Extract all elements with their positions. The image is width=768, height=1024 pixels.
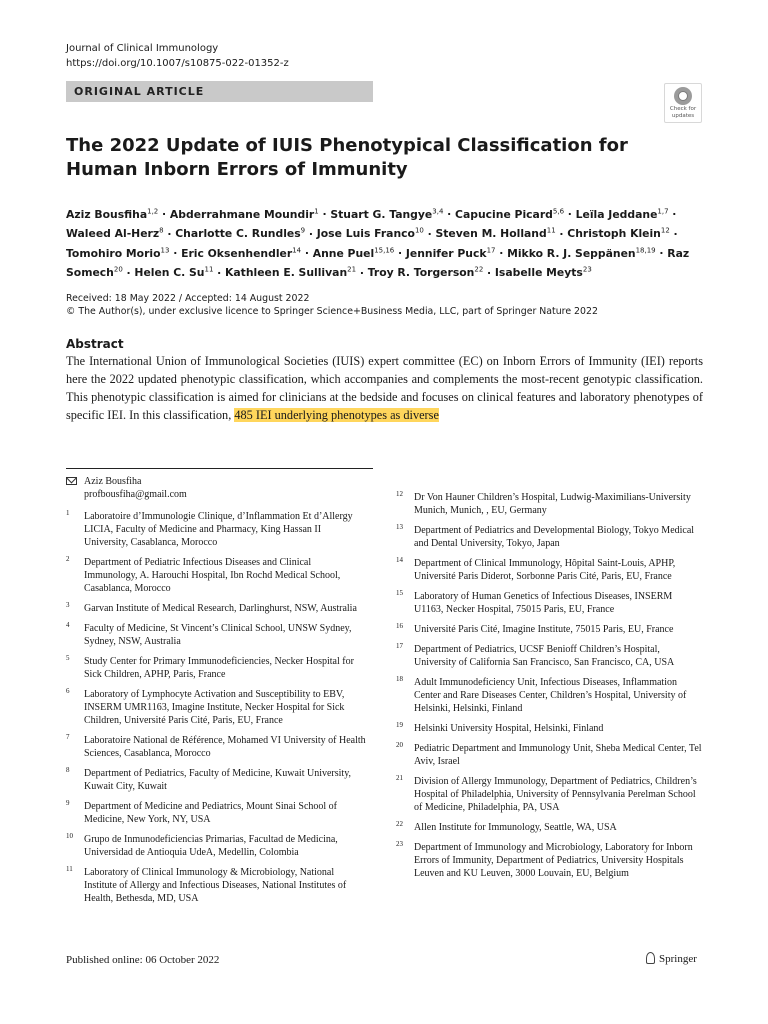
- abstract-heading: Abstract: [66, 337, 124, 351]
- affiliation-text: Garvan Institute of Medical Research, Darlinghurst, NSW, Australia: [84, 603, 357, 614]
- author[interactable]: [66, 247, 169, 260]
- author[interactable]: [225, 266, 356, 279]
- affiliation-item: [396, 524, 702, 550]
- affiliation-text: Adult Immunodeficiency Unit, Infectious Diseases, Inflammation Center and Rare Diseases Center, Children’s Hospital, University of Helsinki, Helsinki, Finland: [414, 677, 687, 714]
- author-separator: ·: [318, 207, 331, 221]
- author-name: Raz Somech: [66, 246, 690, 280]
- publisher-name: Springer: [659, 953, 697, 965]
- crossmark-icon: [674, 87, 692, 105]
- abstract-body: The International Union of Immunological Societies (IUIS) expert committee (EC) on Inborn Errors of Immunity (IEI) reports here the 2022 updated phenotypic classification, which accompanies and complements the most-recent genotypic classification. This phenotypic classification is aimed for clinicians at the bedside and focuses on clinical features and laboratory phenotypes of specific IEI. In this classification,: [66, 354, 703, 422]
- author-separator: ·: [495, 246, 508, 260]
- affiliation-number: 17: [396, 642, 403, 650]
- author-separator: ·: [305, 227, 317, 241]
- affiliation-item: [396, 643, 702, 669]
- check-updates-line-2: updates: [671, 113, 695, 119]
- article-type-banner: ORIGINAL ARTICLE: [66, 81, 373, 102]
- author[interactable]: [330, 208, 443, 221]
- author-affiliation-ref: 1: [314, 207, 319, 215]
- author-separator: ·: [669, 227, 678, 241]
- author[interactable]: [313, 247, 394, 260]
- author-name: Stuart G. Tangye: [330, 207, 433, 221]
- affiliation-number: 9: [66, 799, 70, 807]
- affiliations-right: [396, 491, 702, 887]
- author-affiliation-ref: 15,16: [374, 246, 395, 255]
- author-separator: ·: [564, 207, 576, 221]
- affiliation-text: Study Center for Primary Immunodeficiencies, Necker Hospital for Sick Children, APHP, Paris, France: [84, 656, 354, 680]
- affiliation-item: [66, 734, 366, 760]
- affiliation-text: Department of Immunology and Microbiology, Laboratory for Inborn Errors of Immunity, Department of Pediatrics, University Hospitals Leuven and KU Leuven, 3000 Louvain, EU, Belgium: [414, 842, 693, 879]
- author-affiliation-ref: 11: [546, 226, 556, 235]
- affiliation-item: [66, 767, 366, 793]
- author-affiliation-ref: 9: [300, 226, 306, 235]
- affiliation-text: Department of Pediatric Infectious Diseases and Clinical Immunology, A. Harouchi Hospital, Ibn Rochd Medical School, Casablanca, Morocco: [84, 557, 341, 594]
- author-affiliation-ref: 22: [474, 265, 484, 274]
- affiliation-number: 14: [396, 556, 403, 564]
- affiliation-item: [396, 623, 702, 636]
- affiliation-number: 15: [396, 589, 403, 597]
- affiliation-text: Laboratory of Lymphocyte Activation and Susceptibility to EBV, INSERM UMR1163, Imagine Institute, Necker Hospital for Sick Children, Université Paris Cité, Paris, EU, France: [84, 689, 345, 726]
- affiliation-item: [396, 775, 702, 814]
- affiliation-text: Division of Allergy Immunology, Department of Pediatrics, Children’s Hospital of Philadelphia, University of Pennsylvania Perelman School of Medicine, Philadelphia, PA, USA: [414, 776, 697, 813]
- article-dates: [66, 292, 706, 318]
- affiliation-text: Laboratory of Human Genetics of Infectious Diseases, INSERM U1163, Necker Hospital, 75015 Paris, EU, France: [414, 591, 673, 615]
- affiliation-item: [66, 866, 366, 905]
- affiliation-text: Department of Pediatrics, UCSF Benioff Children’s Hospital, University of California San Francisco, San Francisco, CA, USA: [414, 644, 675, 668]
- affiliation-number: 21: [396, 774, 403, 782]
- journal-name: Journal of Clinical Immunology: [66, 43, 219, 54]
- author-affiliation-ref: 12: [660, 226, 670, 235]
- author[interactable]: [507, 247, 656, 260]
- abstract-text: [66, 352, 703, 424]
- affiliation-item: [66, 622, 366, 648]
- affiliation-number: 7: [66, 733, 70, 741]
- author-affiliation-ref: 21: [347, 265, 357, 274]
- author-affiliation-ref: 10: [414, 226, 424, 235]
- affiliation-text: Faculty of Medicine, St Vincent’s Clinical School, UNSW Sydney, Sydney, NSW, Australia: [84, 623, 352, 647]
- affiliation-number: 22: [396, 820, 403, 828]
- author-name: Aziz Bousfiha: [66, 207, 148, 221]
- abstract-highlight[interactable]: 485 IEI underlying phenotypes as diverse: [234, 408, 439, 422]
- author[interactable]: [436, 227, 556, 240]
- affiliation-text: Department of Medicine and Pediatrics, Mount Sinai School of Medicine, New York, NY, USA: [84, 801, 338, 825]
- author-name: Kathleen E. Sullivan: [225, 266, 348, 280]
- affiliation-item: [66, 688, 366, 727]
- author[interactable]: [567, 227, 670, 240]
- affiliation-number: 23: [396, 840, 403, 848]
- author-affiliation-ref: 3,4: [432, 207, 444, 215]
- author-separator: ·: [301, 246, 313, 260]
- affiliation-text: Grupo de Inmunodeficiencias Primarias, Facultad de Medicina, Universidad de Antioquia UdeA, Medellin, Colombia: [84, 834, 338, 858]
- affiliation-item: [66, 510, 366, 549]
- author-separator: ·: [213, 266, 226, 280]
- affiliation-item: [66, 833, 366, 859]
- affiliation-item: [66, 556, 366, 595]
- author-separator: ·: [443, 207, 456, 221]
- affiliation-item: [396, 841, 702, 880]
- affiliation-text: Dr Von Hauner Children’s Hospital, Ludwig-Maximilians-University Munich, Munich, , EU, Germany: [414, 492, 691, 516]
- author-separator: ·: [169, 246, 182, 260]
- author-separator: ·: [163, 227, 176, 241]
- article-title: The 2022 Update of IUIS Phenotypical Classification for Human Inborn Errors of Immunity: [66, 135, 628, 180]
- affiliation-number: 2: [66, 555, 70, 563]
- author-affiliation-ref: 8: [159, 226, 164, 235]
- author-name: Anne Puel: [312, 246, 375, 260]
- author[interactable]: [66, 208, 158, 221]
- published-date: Published online: 06 October 2022: [66, 954, 220, 966]
- author-list: [66, 203, 706, 281]
- affiliation-item: [396, 722, 702, 735]
- affiliation-number: 18: [396, 675, 403, 683]
- author-name: Troy R. Torgerson: [367, 266, 475, 280]
- author[interactable]: [317, 227, 424, 240]
- check-for-updates-button[interactable]: [664, 83, 702, 123]
- author-name: Waleed Al-Herz: [66, 227, 160, 241]
- affiliation-item: [396, 590, 702, 616]
- author-separator: ·: [555, 227, 568, 241]
- author[interactable]: [134, 266, 213, 279]
- affiliation-text: Department of Pediatrics and Developmental Biology, Tokyo Medical and Dental University, Tokyo, Japan: [414, 525, 695, 549]
- received-accepted: Received: 18 May 2022 / Accepted: 14 August 2022: [66, 293, 310, 304]
- author-name: Helen C. Su: [134, 266, 205, 280]
- envelope-icon: [66, 477, 77, 485]
- affiliation-number: 6: [66, 687, 70, 695]
- affiliation-number: 11: [66, 865, 73, 873]
- affiliation-text: Université Paris Cité, Imagine Institute, 75015 Paris, EU, France: [414, 624, 674, 635]
- author-name: Capucine Picard: [455, 207, 553, 221]
- author-affiliation-ref: 5,6: [552, 207, 565, 215]
- affiliation-number: 3: [66, 601, 70, 609]
- author-separator: ·: [655, 246, 668, 260]
- author-name: Jennifer Puck: [405, 246, 487, 260]
- author-name: Abderrahmane Moundir: [169, 207, 315, 221]
- affiliation-text: Allen Institute for Immunology, Seattle, WA, USA: [414, 822, 617, 833]
- author-affiliation-ref: 14: [292, 246, 302, 255]
- author-name: Eric Oksenhendler: [181, 246, 293, 260]
- author-affiliation-ref: 1,7: [657, 207, 669, 215]
- affiliation-text: Helsinki University Hospital, Helsinki, Finland: [414, 723, 604, 734]
- author-affiliation-ref: 20: [113, 265, 123, 274]
- author-affiliation-ref: 13: [160, 246, 170, 255]
- author[interactable]: [576, 208, 669, 221]
- author-name: Mikko R. J. Seppänen: [507, 246, 636, 260]
- copyright-notice: © The Author(s), under exclusive licence to Springer Science+Business Media, LLC, part of Springer Nature 2022: [66, 306, 598, 317]
- author-name: Tomohiro Morio: [66, 246, 161, 260]
- affiliation-item: [396, 821, 702, 834]
- affiliation-number: 1: [66, 509, 70, 517]
- author[interactable]: [368, 266, 484, 279]
- publisher-logo: [646, 952, 697, 965]
- author-separator: ·: [158, 207, 170, 221]
- author[interactable]: [406, 247, 496, 260]
- doi-link[interactable]: https://doi.org/10.1007/s10875-022-01352-z: [66, 58, 289, 69]
- author[interactable]: [181, 247, 301, 260]
- affiliation-text: Department of Pediatrics, Faculty of Medicine, Kuwait University, Kuwait City, Kuwait: [84, 768, 352, 792]
- author-name: Steven M. Holland: [435, 227, 547, 241]
- affiliation-item: [396, 557, 702, 583]
- affiliation-item: [396, 491, 702, 517]
- affiliation-text: Department of Clinical Immunology, Hôpital Saint-Louis, APHP, Université Paris Diderot, Sorbonne Paris Cité, Paris, EU, France: [414, 558, 676, 582]
- author-separator: ·: [483, 266, 495, 280]
- affiliations-left: [66, 475, 366, 912]
- author-separator: ·: [356, 266, 368, 280]
- author-affiliation-ref: 17: [486, 246, 496, 255]
- author-separator: ·: [122, 266, 135, 280]
- affiliation-number: 8: [66, 766, 70, 774]
- correspondence-name: Aziz Bousfiha: [84, 476, 142, 487]
- affiliation-number: 13: [396, 523, 403, 531]
- affiliation-item: [66, 800, 366, 826]
- author-name: Jose Luis Franco: [316, 227, 415, 241]
- correspondence-email[interactable]: profbousfiha@gmail.com: [84, 489, 187, 500]
- author-name: Christoph Klein: [567, 227, 661, 241]
- author-affiliation-ref: 18,19: [635, 246, 656, 255]
- author-separator: ·: [423, 227, 436, 241]
- author[interactable]: [455, 208, 564, 221]
- affiliation-number: 4: [66, 621, 70, 629]
- affiliation-text: Pediatric Department and Immunology Unit, Sheba Medical Center, Tel Aviv, Israel: [414, 743, 702, 767]
- author[interactable]: [495, 266, 592, 279]
- author[interactable]: [175, 227, 305, 240]
- springer-horse-icon: [646, 952, 655, 964]
- affiliation-number: 19: [396, 721, 403, 729]
- author-name: Leïla Jeddane: [575, 207, 658, 221]
- affiliation-text: Laboratoire d’Immunologie Clinique, d’Inflammation Et d’Allergy LICIA, Faculty of Medicine and Pharmacy, King Hassan II University, Casablanca, Morocco: [84, 511, 353, 548]
- author-separator: ·: [394, 246, 406, 260]
- affiliation-item: [66, 602, 366, 615]
- author-separator: ·: [668, 207, 677, 221]
- correspondence: [66, 475, 366, 501]
- author-name: Isabelle Meyts: [494, 266, 583, 280]
- author-name: Charlotte C. Rundles: [175, 227, 301, 241]
- journal-header: [66, 41, 289, 71]
- author[interactable]: [170, 208, 319, 221]
- affiliation-number: 5: [66, 654, 70, 662]
- author-affiliation-ref: 1,2: [147, 207, 159, 215]
- affiliation-item: [396, 742, 702, 768]
- check-updates-line-1: Check for: [669, 106, 697, 112]
- affiliation-number: 12: [396, 490, 403, 498]
- author-affiliation-ref: 11: [204, 265, 214, 274]
- affiliation-number: 20: [396, 741, 403, 749]
- affiliation-text: Laboratoire National de Référence, Mohamed VI University of Health Sciences, Casablanca, Morocco: [84, 735, 366, 759]
- affiliation-number: 10: [66, 832, 73, 840]
- affiliation-item: [66, 655, 366, 681]
- affiliation-item: [396, 676, 702, 715]
- author[interactable]: [66, 227, 164, 240]
- author-affiliation-ref: 23: [582, 265, 592, 274]
- affiliation-number: 16: [396, 622, 403, 630]
- footnote-divider: [66, 468, 373, 469]
- affiliation-text: Laboratory of Clinical Immunology & Microbiology, National Institute of Allergy and Infectious Diseases, National Institutes of Health, Bethesda, MD, USA: [84, 867, 347, 904]
